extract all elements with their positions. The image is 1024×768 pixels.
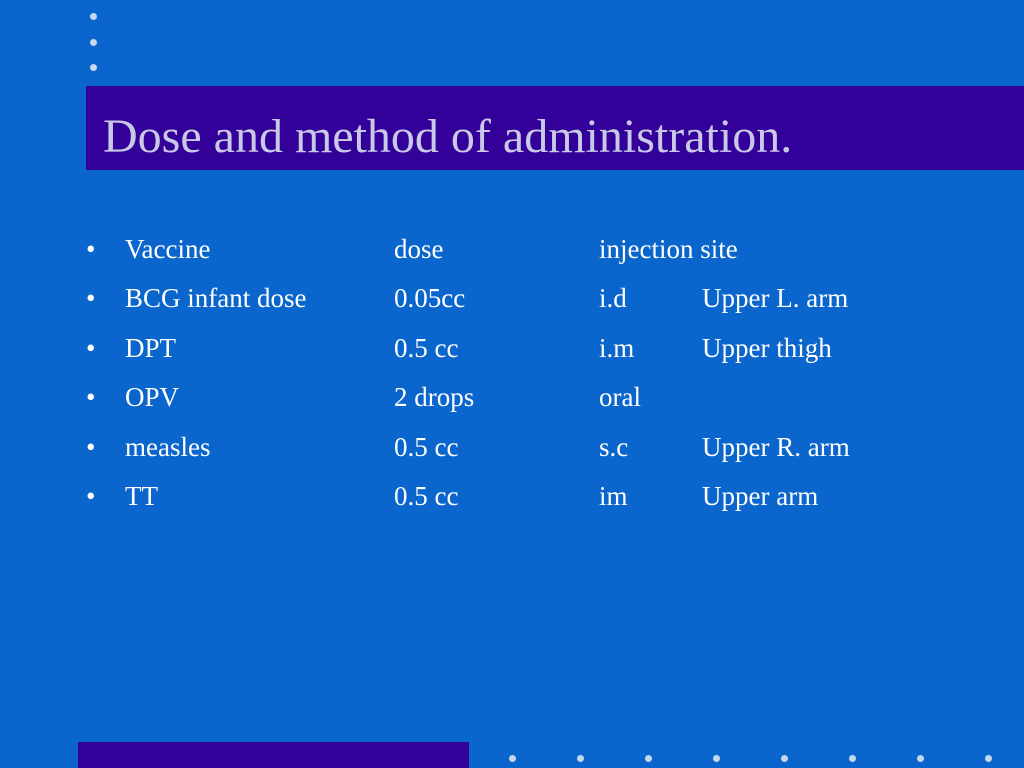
vaccine-name: OPV [125,382,180,413]
vaccine-name: BCG infant dose [125,283,307,314]
bullet: • [86,234,96,264]
slide-title: Dose and method of administration. [103,110,793,163]
bullet: • [86,332,96,363]
vaccine-route: im [599,480,628,511]
table-row [0,325,1024,374]
bullet: • [86,480,96,511]
decor-dot [90,64,97,71]
vaccine-table [0,226,1024,522]
header-vaccine: Vaccine [125,234,211,264]
table-row [0,424,1024,473]
vaccine-route: i.m [599,332,635,363]
vaccine-route: oral [599,382,641,413]
decor-dot [90,13,97,20]
vaccine-route: i.d [599,283,627,314]
decor-dot [781,755,788,762]
vaccine-site: Upper thigh [702,332,832,363]
decor-dot [849,755,856,762]
header-dose: dose [394,234,444,264]
vaccine-name: DPT [125,332,177,363]
vaccine-dose: 2 drops [394,382,475,413]
vaccine-site: Upper arm [702,480,819,511]
table-row [0,275,1024,324]
vaccine-site: Upper L. arm [702,283,849,314]
header-injection-site: injection site [599,234,738,264]
vaccine-dose: 0.5 cc [394,332,459,363]
decor-dot [509,755,516,762]
decor-dot [713,755,720,762]
bullet: • [86,431,96,462]
bullet: • [86,382,96,413]
decor-dot [917,755,924,762]
decor-dot [577,755,584,762]
decor-dot [985,755,992,762]
vaccine-dose: 0.5 cc [394,480,459,511]
vaccine-route: s.c [599,431,629,462]
vaccine-name: measles [125,431,211,462]
footer-bar [78,742,469,768]
decor-dot [90,39,97,46]
table-row [0,473,1024,522]
bullet: • [86,283,96,314]
table-row [0,374,1024,423]
table-header-row [0,226,1024,275]
vaccine-name: TT [125,480,158,511]
vaccine-dose: 0.05cc [394,283,466,314]
vaccine-site: Upper R. arm [702,431,850,462]
vaccine-dose: 0.5 cc [394,431,459,462]
decor-dot [645,755,652,762]
